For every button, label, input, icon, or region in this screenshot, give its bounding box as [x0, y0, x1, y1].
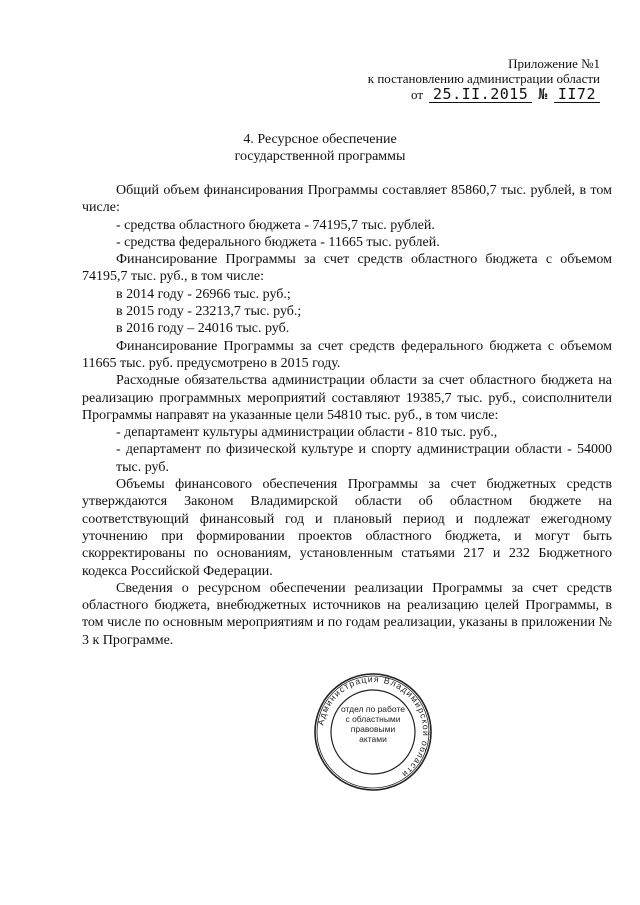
list-item-regional-budget: - средства областного бюджета - 74195,7 тыс. рублей. — [116, 217, 435, 233]
section-title-line1: 4. Ресурсное обеспечение — [243, 132, 397, 147]
paragraph-regional-funding: Финансирование Программы за счет средств областного бюджета с объемом 74195,7 тыс. руб., в том числе: — [82, 252, 612, 285]
stamp-center-line3: правовыми — [350, 724, 396, 734]
list-item-2016: в 2016 году – 24016 тыс. руб. — [116, 321, 290, 337]
list-item-2015: в 2015 году - 23213,7 тыс. руб.; — [116, 304, 302, 320]
list-item-culture-dept: - департамент культуры администрации области - 810 тыс. руб., — [116, 425, 498, 441]
stamp-center-line4: актами — [359, 734, 387, 744]
section-title — [0, 131, 640, 165]
appendix-label: Приложение №1 — [508, 56, 600, 71]
from-label: от — [411, 87, 424, 102]
paragraph-total-funding: Общий объем финансирования Программы составляет 85860,7 тыс. рублей, в том числе: — [82, 183, 612, 216]
decree-label: к постановлению администрации области — [367, 71, 600, 86]
paragraph-approval: Объемы финансового обеспечения Программы за счет бюджетных средств утверждаются Законом Владимирской области об областном бюджете на соответствующий финансовый год и плановый период и подлежат ежегодному уточнению при формировании проектов областного бюджета, и могут быть скорректированы по основаниям, установленным статьями 217 и 232 Бюджетного кодекса Российской Федерации. — [82, 477, 612, 579]
decree-date: 25.II.2015 — [429, 87, 532, 103]
number-sign: № — [538, 85, 548, 103]
paragraph-resource-info: Сведения о ресурсном обеспечении реализации Программы за счет средств областного бюджета, внебюджетных источников на реализацию целей Программы, в том числе по основным мероприятиям и по годам реализации, указаны в приложении № 3 к Программе. — [82, 580, 612, 648]
list-item-federal-budget: - средства федерального бюджета - 11665 тыс. рублей. — [116, 234, 440, 250]
decree-number: II72 — [554, 87, 600, 103]
stamp-ring-text: Администрация Владимирской области — [315, 673, 432, 781]
stamp-center-line1: отдел по работе — [341, 704, 405, 714]
document-body — [82, 182, 612, 649]
appendix-header — [340, 56, 600, 103]
paragraph-federal-funding: Финансирование Программы за счет средств федерального бюджета с объемом 11665 тыс. руб. предусмотрено в 2015 году. — [82, 338, 612, 371]
decree-date-line — [340, 87, 600, 103]
section-title-line2: государственной программы — [234, 149, 406, 164]
stamp-center-line2: с областными — [345, 714, 401, 724]
paragraph-expenditure: Расходные обязательства администрации области за счет областного бюджета на реализацию программных мероприятий составляют 19385,7 тыс. руб., соисполнители Программы направят на указанные цели 54810 тыс. руб., в том числе: — [82, 373, 612, 423]
stamp-center-text — [339, 704, 407, 744]
list-item-2014: в 2014 году - 26966 тыс. руб.; — [116, 286, 291, 302]
official-stamp — [313, 672, 433, 792]
list-item-sport-dept: - департамент по физической культуре и спорту администрации области - 54000 тыс. руб. — [116, 442, 612, 475]
